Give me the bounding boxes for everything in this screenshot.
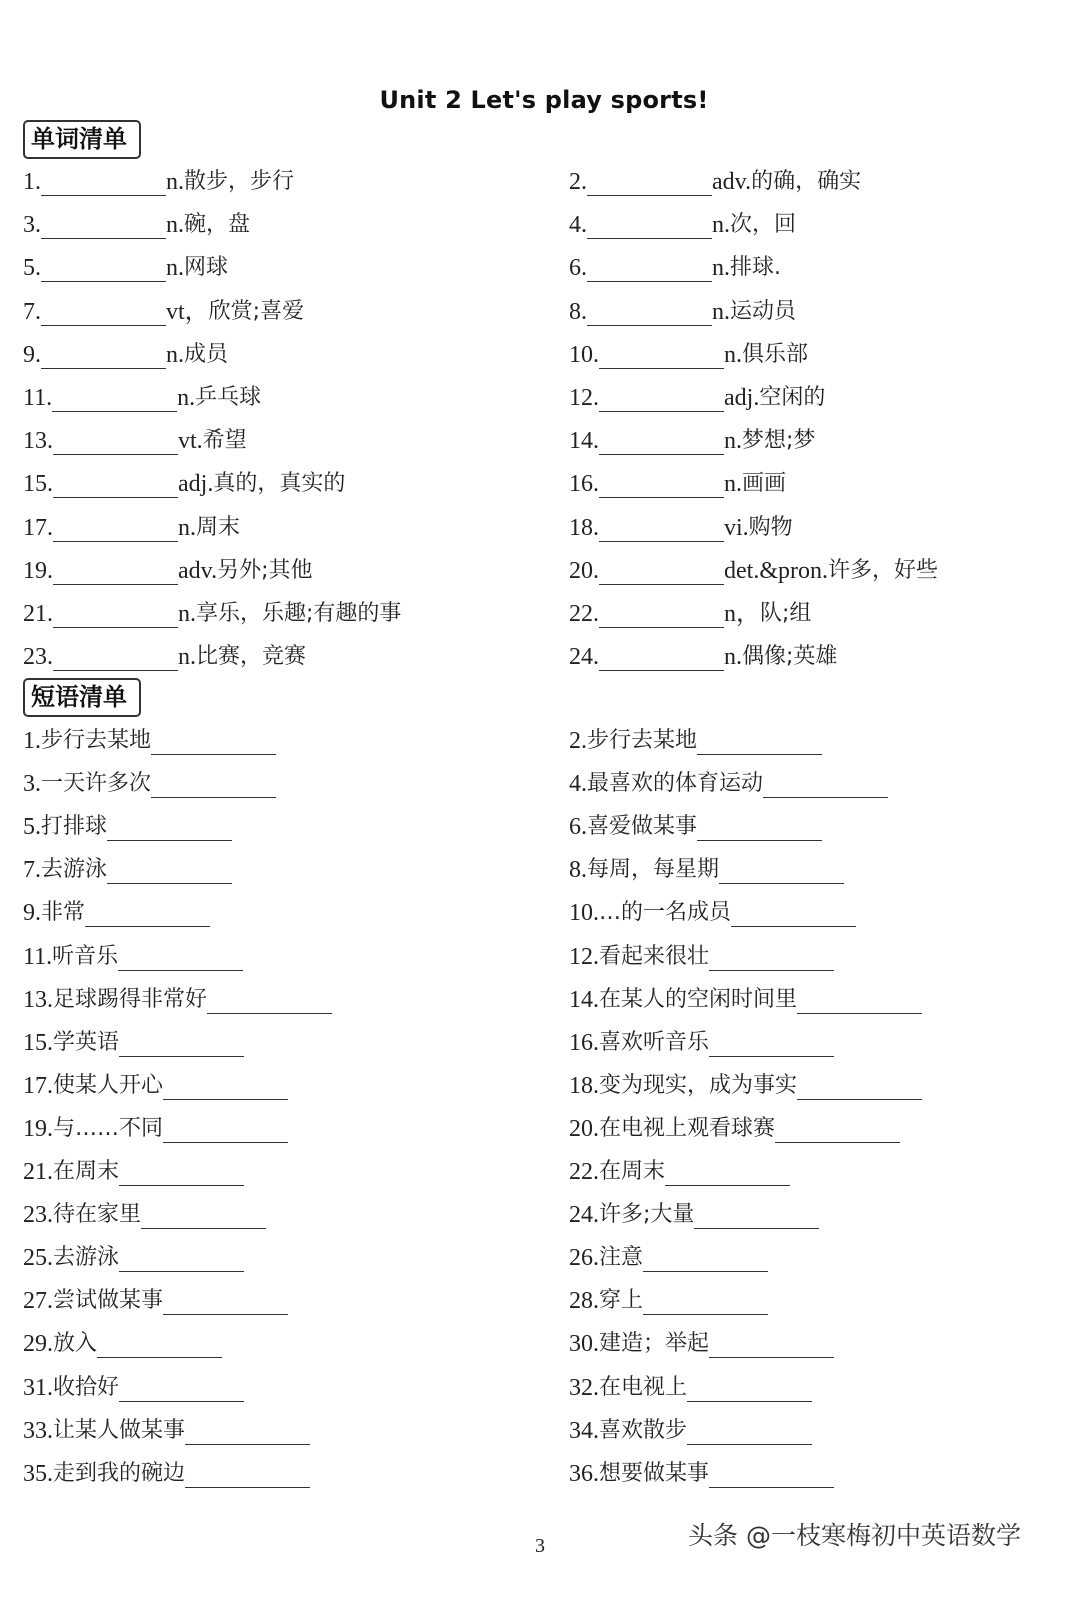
phrase-item — [569, 1244, 768, 1272]
phrase-item — [569, 1287, 768, 1315]
item-number: 20. — [569, 1115, 599, 1142]
phrase-text: 喜欢散步 — [599, 1417, 688, 1443]
phrase-text: 去游泳 — [41, 857, 108, 883]
phrase-text: 穿上 — [599, 1288, 644, 1314]
phrase-item — [569, 770, 888, 798]
phrase-text: 步行去某地 — [41, 728, 152, 753]
word-item — [23, 427, 247, 455]
answer-blank[interactable] — [107, 861, 232, 884]
phrase-text: 步行去某地 — [587, 728, 698, 753]
phrase-text: 非常 — [41, 900, 86, 926]
part-of-speech: n， — [724, 601, 760, 627]
answer-blank[interactable] — [697, 732, 822, 755]
phrase-item — [23, 1330, 222, 1358]
phrase-text: 放入 — [53, 1331, 98, 1357]
item-number: 26. — [569, 1245, 599, 1272]
part-of-speech: n. — [178, 601, 196, 627]
word-item — [23, 254, 228, 282]
part-of-speech: adv. — [178, 557, 218, 584]
item-number: 34. — [569, 1417, 599, 1444]
phrase-item — [23, 1244, 244, 1272]
word-item — [23, 557, 313, 585]
answer-blank[interactable] — [97, 1335, 222, 1358]
word-item — [569, 254, 781, 282]
item-number: 23. — [23, 1202, 53, 1229]
meaning: 欣赏;喜爱 — [208, 298, 305, 324]
meaning: 空闲的 — [759, 385, 826, 410]
answer-blank[interactable] — [719, 861, 844, 884]
phrase-text: …的一名成员 — [599, 900, 732, 926]
phrase-item — [23, 1287, 288, 1315]
item-number: 13. — [23, 428, 53, 455]
part-of-speech: vi. — [724, 514, 749, 541]
answer-blank[interactable] — [687, 1379, 812, 1402]
item-number: 25. — [23, 1245, 53, 1272]
answer-blank[interactable] — [643, 1292, 768, 1315]
answer-blank[interactable] — [709, 1335, 834, 1358]
part-of-speech: vt， — [166, 298, 209, 325]
phrase-text: 每周，每星期 — [587, 857, 720, 883]
answer-blank[interactable] — [797, 1077, 922, 1100]
answer-blank[interactable] — [599, 346, 724, 369]
phrase-item — [23, 899, 210, 927]
phrase-item — [569, 1374, 812, 1402]
answer-blank[interactable] — [163, 1120, 288, 1143]
phrase-item — [23, 1072, 288, 1100]
answer-blank[interactable] — [151, 732, 276, 755]
item-number: 8. — [569, 857, 587, 884]
part-of-speech: n. — [724, 471, 742, 498]
meaning: 比赛，竞赛 — [196, 644, 307, 670]
item-number: 33. — [23, 1417, 53, 1444]
item-number: 1. — [23, 728, 41, 754]
meaning: 购物 — [748, 514, 793, 540]
item-number: 19. — [23, 1115, 53, 1142]
answer-blank[interactable] — [53, 605, 178, 628]
phrase-text: 一天许多次 — [41, 771, 152, 797]
part-of-speech: n. — [712, 212, 730, 239]
item-number: 29. — [23, 1331, 53, 1358]
word-item — [569, 341, 808, 369]
item-number: 31. — [23, 1374, 53, 1401]
answer-blank[interactable] — [185, 1422, 310, 1445]
phrase-item — [23, 986, 332, 1014]
word-item — [569, 514, 793, 542]
word-item — [569, 427, 815, 455]
word-item — [23, 643, 306, 671]
phrase-text: 在某人的空闲时间里 — [599, 986, 798, 1012]
item-number: 21. — [23, 1159, 53, 1185]
phrase-item — [569, 1115, 900, 1143]
meaning: 梦想;梦 — [742, 428, 816, 454]
answer-blank[interactable] — [163, 1077, 288, 1100]
answer-blank[interactable] — [52, 389, 177, 412]
answer-blank[interactable] — [207, 991, 332, 1014]
answer-blank[interactable] — [697, 818, 822, 841]
answer-blank[interactable] — [53, 648, 178, 671]
phrase-item — [569, 1330, 834, 1358]
meaning: 周末 — [196, 514, 241, 540]
item-number: 13. — [23, 986, 53, 1013]
word-item — [23, 470, 345, 498]
word-item — [23, 211, 250, 239]
item-number: 3. — [23, 212, 41, 239]
phrase-item — [569, 1072, 922, 1100]
answer-blank[interactable] — [141, 1206, 266, 1229]
page-number: 3 — [535, 1535, 545, 1557]
word-item — [569, 298, 796, 326]
phrase-item — [23, 1115, 288, 1143]
meaning: 碗，盘 — [184, 212, 251, 238]
answer-blank[interactable] — [119, 1034, 244, 1057]
item-number: 1. — [23, 169, 41, 195]
answer-blank[interactable] — [731, 904, 856, 927]
item-number: 4. — [569, 212, 587, 239]
phrase-text: 建造；举起 — [599, 1331, 710, 1357]
answer-blank[interactable] — [643, 1249, 768, 1272]
phrase-item — [23, 813, 232, 841]
word-item — [569, 384, 825, 412]
phrase-item — [569, 1158, 790, 1186]
word-item — [569, 470, 786, 498]
meaning: 希望 — [202, 428, 247, 454]
part-of-speech: adj. — [178, 471, 214, 498]
item-number: 17. — [23, 514, 53, 541]
item-number: 35. — [23, 1460, 53, 1487]
words-section-heading: 单词清单 — [23, 120, 141, 159]
item-number: 6. — [569, 255, 587, 282]
answer-blank[interactable] — [53, 475, 178, 498]
phrase-item — [23, 1158, 244, 1186]
phrase-item — [569, 813, 822, 841]
answer-blank[interactable] — [163, 1292, 288, 1315]
part-of-speech: n. — [724, 644, 742, 671]
answer-blank[interactable] — [119, 1379, 244, 1402]
answer-blank[interactable] — [709, 1034, 834, 1057]
phrase-text: 听音乐 — [52, 943, 119, 969]
item-number: 14. — [569, 986, 599, 1013]
answer-blank[interactable] — [599, 432, 724, 455]
item-number: 16. — [569, 471, 599, 498]
phrase-text: 看起来很壮 — [599, 943, 710, 969]
word-item — [23, 384, 261, 412]
item-number: 11. — [23, 943, 53, 970]
item-number: 22. — [569, 1159, 599, 1185]
phrase-item — [23, 770, 276, 798]
answer-blank[interactable] — [587, 259, 712, 282]
phrase-item — [569, 943, 834, 971]
answer-blank[interactable] — [41, 216, 166, 239]
phrase-text: 待在家里 — [53, 1202, 142, 1228]
item-number: 15. — [23, 1029, 53, 1056]
meaning: 真的，真实的 — [213, 471, 346, 497]
part-of-speech: n. — [177, 385, 196, 411]
part-of-speech: adj. — [724, 385, 760, 411]
item-number: 10. — [569, 900, 599, 927]
part-of-speech: n. — [166, 255, 184, 282]
part-of-speech: n. — [166, 341, 184, 368]
meaning: 乒乓球 — [195, 385, 262, 410]
answer-blank[interactable] — [53, 519, 178, 542]
meaning: 的确，确实 — [751, 169, 862, 194]
answer-blank[interactable] — [709, 948, 834, 971]
phrase-item — [569, 856, 844, 884]
part-of-speech: n. — [712, 255, 730, 282]
item-number: 23. — [23, 644, 53, 671]
item-number: 3. — [23, 771, 41, 798]
phrase-text: 让某人做某事 — [53, 1417, 186, 1443]
item-number: 36. — [569, 1460, 599, 1487]
item-number: 16. — [569, 1029, 599, 1056]
phrase-text: 喜爱做某事 — [587, 814, 698, 840]
answer-blank[interactable] — [185, 1465, 310, 1488]
item-number: 5. — [23, 255, 41, 282]
answer-blank[interactable] — [599, 562, 724, 585]
word-item — [23, 514, 240, 542]
meaning: 俱乐部 — [742, 341, 809, 367]
phrase-text: 在周末 — [599, 1159, 666, 1184]
answer-blank[interactable] — [118, 948, 243, 971]
phrase-text: 打排球 — [41, 814, 108, 840]
phrase-item — [23, 1029, 244, 1057]
answer-blank[interactable] — [41, 259, 166, 282]
part-of-speech: n. — [166, 169, 184, 195]
item-number: 14. — [569, 428, 599, 455]
answer-blank[interactable] — [85, 904, 210, 927]
item-number: 7. — [23, 298, 41, 325]
phrase-text: 在电视上 — [599, 1374, 688, 1400]
phrase-item — [23, 1460, 310, 1488]
answer-blank[interactable] — [763, 775, 888, 798]
answer-blank[interactable] — [694, 1206, 819, 1229]
meaning: 另外;其他 — [217, 557, 313, 583]
phrase-item — [569, 1029, 834, 1057]
item-number: 18. — [569, 514, 599, 541]
phrase-text: 想要做某事 — [599, 1460, 710, 1486]
word-item — [569, 211, 796, 239]
word-item — [569, 643, 837, 671]
answer-blank[interactable] — [599, 605, 724, 628]
meaning: 次，回 — [730, 212, 797, 238]
phrase-item — [23, 1374, 244, 1402]
item-number: 9. — [23, 900, 41, 927]
meaning: 队;组 — [760, 601, 812, 626]
answer-blank[interactable] — [665, 1163, 790, 1186]
answer-blank[interactable] — [41, 303, 166, 326]
answer-blank[interactable] — [687, 1422, 812, 1445]
item-number: 5. — [23, 814, 41, 841]
meaning: 画画 — [742, 471, 787, 497]
phrases-section-heading: 短语清单 — [23, 678, 141, 717]
phrase-text: 去游泳 — [53, 1245, 120, 1271]
phrase-item — [569, 899, 856, 927]
phrase-text: 收拾好 — [53, 1374, 120, 1400]
item-number: 20. — [569, 557, 599, 584]
answer-blank[interactable] — [107, 818, 232, 841]
answer-blank[interactable] — [599, 519, 724, 542]
word-item — [23, 600, 401, 628]
phrase-text: 喜欢听音乐 — [599, 1029, 710, 1055]
phrase-text: 许多;大量 — [599, 1202, 695, 1228]
word-item — [23, 341, 228, 369]
item-number: 19. — [23, 557, 53, 584]
phrase-item — [569, 986, 922, 1014]
answer-blank[interactable] — [587, 173, 712, 196]
phrase-item — [23, 1201, 266, 1229]
answer-blank[interactable] — [599, 648, 724, 671]
phrase-text: 在电视上观看球赛 — [599, 1115, 776, 1141]
item-number: 32. — [569, 1374, 599, 1401]
answer-blank[interactable] — [41, 346, 166, 369]
meaning: 享乐，乐趣;有趣的事 — [196, 601, 402, 626]
word-item — [23, 168, 294, 196]
answer-blank[interactable] — [599, 475, 724, 498]
part-of-speech: n. — [178, 514, 196, 541]
item-number: 21. — [23, 601, 53, 627]
phrase-item — [569, 1460, 834, 1488]
answer-blank[interactable] — [119, 1163, 244, 1186]
phrase-text: 使某人开心 — [53, 1072, 164, 1098]
item-number: 10. — [569, 341, 599, 368]
part-of-speech: det.&pron. — [724, 557, 828, 584]
item-number: 17. — [23, 1072, 53, 1099]
meaning: 排球. — [730, 255, 781, 281]
part-of-speech: vt. — [178, 428, 203, 455]
item-number: 2. — [569, 728, 587, 754]
word-item — [23, 298, 304, 326]
meaning: 成员 — [184, 341, 229, 367]
answer-blank[interactable] — [53, 562, 178, 585]
phrase-item — [23, 727, 276, 755]
word-item — [569, 168, 861, 196]
phrase-text: 学英语 — [53, 1029, 120, 1055]
phrase-text: 变为现实，成为事实 — [599, 1072, 798, 1098]
phrase-item — [569, 727, 822, 755]
meaning: 散步，步行 — [184, 169, 295, 194]
phrase-item — [23, 856, 232, 884]
item-number: 4. — [569, 771, 587, 798]
phrase-text: 注意 — [599, 1245, 644, 1271]
phrase-text: 走到我的碗边 — [53, 1460, 186, 1486]
item-number: 2. — [569, 169, 587, 195]
answer-blank[interactable] — [775, 1120, 900, 1143]
meaning: 网球 — [184, 255, 229, 281]
item-number: 30. — [569, 1331, 599, 1358]
part-of-speech: adv. — [712, 169, 752, 195]
word-item — [569, 600, 811, 628]
item-number: 27. — [23, 1288, 53, 1315]
answer-blank[interactable] — [587, 216, 712, 239]
part-of-speech: n. — [166, 212, 184, 239]
answer-blank[interactable] — [587, 303, 712, 326]
word-item — [569, 557, 938, 585]
meaning: 运动员 — [730, 298, 797, 324]
phrase-text: 最喜欢的体育运动 — [587, 771, 764, 797]
watermark: 头条 @一枝寒梅初中英语数学 — [688, 1521, 1021, 1550]
item-number: 12. — [569, 943, 599, 970]
page-title: Unit 2 Let's play sports! — [379, 86, 709, 114]
phrase-text: 足球踢得非常好 — [53, 986, 208, 1012]
item-number: 28. — [569, 1288, 599, 1315]
phrase-item — [23, 1417, 310, 1445]
answer-blank[interactable] — [151, 775, 276, 798]
answer-blank[interactable] — [599, 389, 724, 412]
item-number: 24. — [569, 1202, 599, 1229]
meaning: 偶像;英雄 — [742, 644, 838, 670]
part-of-speech: n. — [712, 298, 730, 325]
answer-blank[interactable] — [41, 173, 166, 196]
item-number: 24. — [569, 644, 599, 671]
part-of-speech: n. — [178, 644, 196, 671]
phrase-item — [569, 1417, 812, 1445]
answer-blank[interactable] — [119, 1249, 244, 1272]
answer-blank[interactable] — [797, 991, 922, 1014]
phrase-text: 与……不同 — [53, 1115, 164, 1141]
phrase-text: 尝试做某事 — [53, 1288, 164, 1314]
part-of-speech: n. — [724, 428, 742, 455]
item-number: 8. — [569, 298, 587, 325]
item-number: 7. — [23, 857, 41, 884]
phrase-text: 在周末 — [53, 1159, 120, 1184]
phrase-item — [23, 943, 243, 971]
item-number: 15. — [23, 471, 53, 498]
answer-blank[interactable] — [709, 1465, 834, 1488]
item-number: 6. — [569, 814, 587, 841]
meaning: 许多，好些 — [827, 557, 938, 583]
item-number: 22. — [569, 601, 599, 627]
item-number: 11. — [23, 385, 53, 411]
item-number: 12. — [569, 385, 599, 411]
part-of-speech: n. — [724, 341, 742, 368]
item-number: 18. — [569, 1072, 599, 1099]
answer-blank[interactable] — [53, 432, 178, 455]
phrase-item — [569, 1201, 819, 1229]
item-number: 9. — [23, 341, 41, 368]
